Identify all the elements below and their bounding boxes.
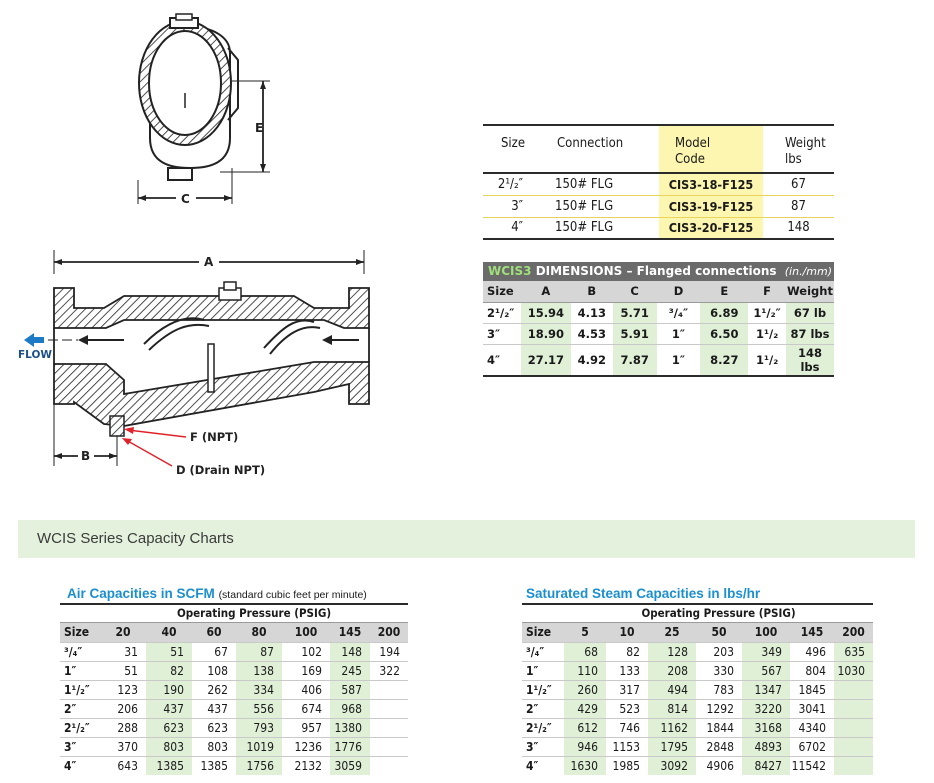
value-cell: 102	[282, 642, 330, 661]
value-cell	[370, 737, 408, 756]
column-header: E	[700, 281, 748, 302]
value-cell: 11542	[790, 756, 834, 775]
header-connection: Connection	[557, 136, 624, 151]
column-header: Size	[483, 281, 521, 302]
air-pressure-label: Operating Pressure (PSIG)	[100, 604, 408, 622]
value-cell: 783	[696, 680, 742, 699]
row-size-cell: 1″	[522, 661, 564, 680]
cell-connection: 150# FLG	[549, 217, 659, 239]
value-cell: 6.89	[700, 302, 748, 323]
value-cell: 4.13	[571, 302, 613, 323]
column-header: 200	[370, 622, 408, 642]
row-size-cell: 2¹/₂″	[522, 718, 564, 737]
value-cell: 87 lbs	[786, 323, 834, 344]
label-d-drain: D (Drain NPT)	[176, 463, 266, 477]
table-row	[60, 718, 408, 737]
value-cell: 82	[146, 661, 192, 680]
cell-size: 4″	[483, 217, 549, 239]
steam-capacity-table	[522, 603, 873, 775]
value-cell: 68	[564, 642, 606, 661]
value-cell: 262	[192, 680, 236, 699]
column-header: F	[748, 281, 786, 302]
label-f-npt: F (NPT)	[190, 430, 239, 444]
table-row	[60, 699, 408, 718]
dim-label-e: E	[255, 121, 264, 135]
value-cell: 51	[146, 642, 192, 661]
value-cell: 406	[282, 680, 330, 699]
row-size-cell: ³/₄″	[522, 642, 564, 661]
value-cell: 1776	[330, 737, 370, 756]
row-size-cell: 4″	[522, 756, 564, 775]
value-cell: 51	[100, 661, 146, 680]
value-cell: 190	[146, 680, 192, 699]
header-model-line1: Model	[675, 136, 711, 151]
value-cell: 1347	[742, 680, 790, 699]
value-cell: 968	[330, 699, 370, 718]
value-cell: 1385	[192, 756, 236, 775]
value-cell: 260	[564, 680, 606, 699]
value-cell: 2132	[282, 756, 330, 775]
row-size-cell: 2¹/₂″	[483, 302, 521, 323]
value-cell: 814	[648, 699, 696, 718]
column-header: B	[571, 281, 613, 302]
column-header: 200	[834, 622, 873, 642]
value-cell: 4893	[742, 737, 790, 756]
table-row	[483, 323, 834, 344]
value-cell: 288	[100, 718, 146, 737]
value-cell: 4906	[696, 756, 742, 775]
value-cell: 1″	[657, 344, 701, 376]
table-row	[522, 718, 873, 737]
value-cell: 5.91	[613, 323, 657, 344]
value-cell: 4.53	[571, 323, 613, 344]
value-cell: 623	[192, 718, 236, 737]
table-row	[483, 195, 834, 217]
air-capacity-table	[60, 603, 408, 775]
table-row	[483, 302, 834, 323]
column-header: 100	[742, 622, 790, 642]
row-size-cell: 2″	[522, 699, 564, 718]
flow-arrow-icon	[24, 333, 44, 347]
value-cell: 349	[742, 642, 790, 661]
table-row	[60, 661, 408, 680]
column-header: 40	[146, 622, 192, 642]
value-cell: 437	[192, 699, 236, 718]
value-cell: 1985	[606, 756, 648, 775]
dim-label-a: A	[204, 255, 214, 269]
value-cell: 5.71	[613, 302, 657, 323]
column-header: Weight	[786, 281, 834, 302]
value-cell: 746	[606, 718, 648, 737]
value-cell: 8427	[742, 756, 790, 775]
value-cell: 1756	[236, 756, 282, 775]
model-code-table	[483, 124, 834, 240]
value-cell: 148 lbs	[786, 344, 834, 376]
value-cell: 4.92	[571, 344, 613, 376]
column-header: 10	[606, 622, 648, 642]
cell-weight: 148	[763, 217, 834, 239]
dimensions-title-text: DIMENSIONS – Flanged connections	[535, 264, 777, 278]
column-header: D	[657, 281, 701, 302]
value-cell: 1236	[282, 737, 330, 756]
value-cell: 1153	[606, 737, 648, 756]
value-cell: 612	[564, 718, 606, 737]
value-cell	[370, 718, 408, 737]
value-cell: 18.90	[521, 323, 571, 344]
value-cell: 1162	[648, 718, 696, 737]
column-header: Size	[60, 622, 100, 642]
steam-capacity-title	[526, 586, 760, 601]
table-row	[483, 217, 834, 239]
value-cell: 27.17	[521, 344, 571, 376]
cell-size: 2¹/₂″	[497, 176, 523, 192]
air-capacity-title	[67, 586, 367, 601]
table-row	[522, 756, 873, 775]
value-cell: 203	[696, 642, 742, 661]
row-size-cell: 2″	[60, 699, 100, 718]
value-cell: 108	[192, 661, 236, 680]
value-cell: 138	[236, 661, 282, 680]
value-cell: 110	[564, 661, 606, 680]
value-cell: 6.50	[700, 323, 748, 344]
table-row	[522, 699, 873, 718]
value-cell: 15.94	[521, 302, 571, 323]
value-cell: 957	[282, 718, 330, 737]
column-header: 80	[236, 622, 282, 642]
table-row	[60, 756, 408, 775]
label-flow: FLOW	[18, 349, 52, 361]
value-cell: 82	[606, 642, 648, 661]
cell-model: CIS3-19-F125	[659, 195, 763, 217]
value-cell: 523	[606, 699, 648, 718]
cell-connection: 150# FLG	[549, 195, 659, 217]
value-cell: 793	[236, 718, 282, 737]
value-cell	[834, 680, 873, 699]
row-size-cell: 3″	[483, 323, 521, 344]
table-row	[522, 661, 873, 680]
value-cell: 1795	[648, 737, 696, 756]
value-cell: 148	[330, 642, 370, 661]
value-cell: 1380	[330, 718, 370, 737]
column-header: 60	[192, 622, 236, 642]
row-size-cell: 1¹/₂″	[522, 680, 564, 699]
steam-title-text: Saturated Steam Capacities in lbs/hr	[526, 586, 761, 601]
header-model-code	[659, 125, 763, 173]
value-cell: 1¹/₂	[748, 323, 786, 344]
value-cell: 245	[330, 661, 370, 680]
row-size-cell: 2¹/₂″	[60, 718, 100, 737]
cell-weight: 67	[791, 176, 806, 192]
row-size-cell: 4″	[483, 344, 521, 376]
column-header: A	[521, 281, 571, 302]
header-weight	[763, 125, 834, 173]
value-cell: ³/₄″	[657, 302, 701, 323]
value-cell: 803	[146, 737, 192, 756]
value-cell: 322	[370, 661, 408, 680]
row-size-cell: 1″	[60, 661, 100, 680]
value-cell: 1¹/₂″	[748, 302, 786, 323]
column-header: 25	[648, 622, 696, 642]
value-cell: 169	[282, 661, 330, 680]
value-cell: 334	[236, 680, 282, 699]
table-row	[60, 642, 408, 661]
dimensions-header-row	[483, 281, 834, 302]
value-cell: 803	[192, 737, 236, 756]
dimensions-title-model: WCIS3	[488, 264, 532, 278]
steam-header-row	[522, 622, 873, 642]
value-cell: 1385	[146, 756, 192, 775]
steam-pressure-label: Operating Pressure (PSIG)	[564, 604, 873, 622]
column-header: 5	[564, 622, 606, 642]
air-title-text: Air Capacities in SCFM	[67, 586, 215, 601]
value-cell: 3059	[330, 756, 370, 775]
header-weight-line1: Weight	[785, 136, 826, 151]
value-cell: 194	[370, 642, 408, 661]
section-title: WCIS Series Capacity Charts	[37, 530, 234, 547]
dim-label-c: C	[181, 192, 190, 206]
column-header: C	[613, 281, 657, 302]
row-size-cell: 4″	[60, 756, 100, 775]
value-cell: 1844	[696, 718, 742, 737]
value-cell: 317	[606, 680, 648, 699]
value-cell: 370	[100, 737, 146, 756]
value-cell: 1630	[564, 756, 606, 775]
value-cell	[370, 699, 408, 718]
value-cell: 643	[100, 756, 146, 775]
value-cell: 1019	[236, 737, 282, 756]
header-model-line2: Code	[675, 152, 705, 167]
value-cell: 4340	[790, 718, 834, 737]
dimensions-title	[483, 262, 834, 281]
value-cell: 133	[606, 661, 648, 680]
value-cell: 429	[564, 699, 606, 718]
value-cell	[834, 756, 873, 775]
dimensions-units: (in./mm)	[784, 265, 833, 278]
dimensions-block	[483, 262, 834, 377]
value-cell: 7.87	[613, 344, 657, 376]
value-cell	[370, 756, 408, 775]
value-cell: 496	[790, 642, 834, 661]
value-cell: 206	[100, 699, 146, 718]
value-cell: 1845	[790, 680, 834, 699]
value-cell: 6702	[790, 737, 834, 756]
value-cell: 946	[564, 737, 606, 756]
header-weight-line2: lbs	[785, 152, 802, 167]
cell-size: 3″	[483, 195, 549, 217]
value-cell: 1″	[657, 323, 701, 344]
value-cell: 567	[742, 661, 790, 680]
value-cell	[834, 718, 873, 737]
table-row	[522, 680, 873, 699]
section-banner	[18, 520, 915, 558]
cell-weight: 87	[763, 195, 834, 217]
value-cell: 3168	[742, 718, 790, 737]
column-header: Size	[522, 622, 564, 642]
column-header: 145	[330, 622, 370, 642]
air-title-note: (standard cubic feet per minute)	[218, 589, 367, 601]
dim-label-b: B	[81, 449, 91, 463]
value-cell: 1¹/₂	[748, 344, 786, 376]
table-row	[522, 642, 873, 661]
cell-model: CIS3-20-F125	[659, 217, 763, 239]
column-header: 145	[790, 622, 834, 642]
value-cell: 1030	[834, 661, 873, 680]
row-size-cell: 1¹/₂″	[60, 680, 100, 699]
table-row	[60, 737, 408, 756]
dimensions-table	[483, 281, 834, 377]
value-cell: 330	[696, 661, 742, 680]
value-cell: 31	[100, 642, 146, 661]
side-section-drawing	[14, 244, 384, 480]
row-size-cell: 3″	[522, 737, 564, 756]
value-cell: 8.27	[700, 344, 748, 376]
end-view-drawing	[120, 8, 280, 208]
value-cell: 123	[100, 680, 146, 699]
value-cell: 587	[330, 680, 370, 699]
air-header-row	[60, 622, 408, 642]
value-cell: 437	[146, 699, 192, 718]
table-row	[522, 737, 873, 756]
value-cell: 556	[236, 699, 282, 718]
value-cell	[834, 699, 873, 718]
value-cell: 494	[648, 680, 696, 699]
value-cell: 208	[648, 661, 696, 680]
row-size-cell: ³/₄″	[60, 642, 100, 661]
value-cell: 128	[648, 642, 696, 661]
cell-connection: 150# FLG	[555, 176, 614, 192]
value-cell: 3220	[742, 699, 790, 718]
value-cell: 804	[790, 661, 834, 680]
value-cell: 3092	[648, 756, 696, 775]
value-cell: 635	[834, 642, 873, 661]
column-header: 50	[696, 622, 742, 642]
column-header: 20	[100, 622, 146, 642]
header-size: Size	[501, 136, 526, 151]
column-header: 100	[282, 622, 330, 642]
table-row	[483, 173, 834, 195]
value-cell: 674	[282, 699, 330, 718]
value-cell	[370, 680, 408, 699]
value-cell: 2848	[696, 737, 742, 756]
value-cell: 67	[192, 642, 236, 661]
value-cell: 623	[146, 718, 192, 737]
cell-model: CIS3-18-F125	[659, 173, 763, 195]
row-size-cell: 3″	[60, 737, 100, 756]
value-cell: 1292	[696, 699, 742, 718]
value-cell: 3041	[790, 699, 834, 718]
value-cell: 87	[236, 642, 282, 661]
table-row	[60, 680, 408, 699]
table-row	[483, 344, 834, 376]
value-cell: 67 lb	[786, 302, 834, 323]
value-cell	[834, 737, 873, 756]
